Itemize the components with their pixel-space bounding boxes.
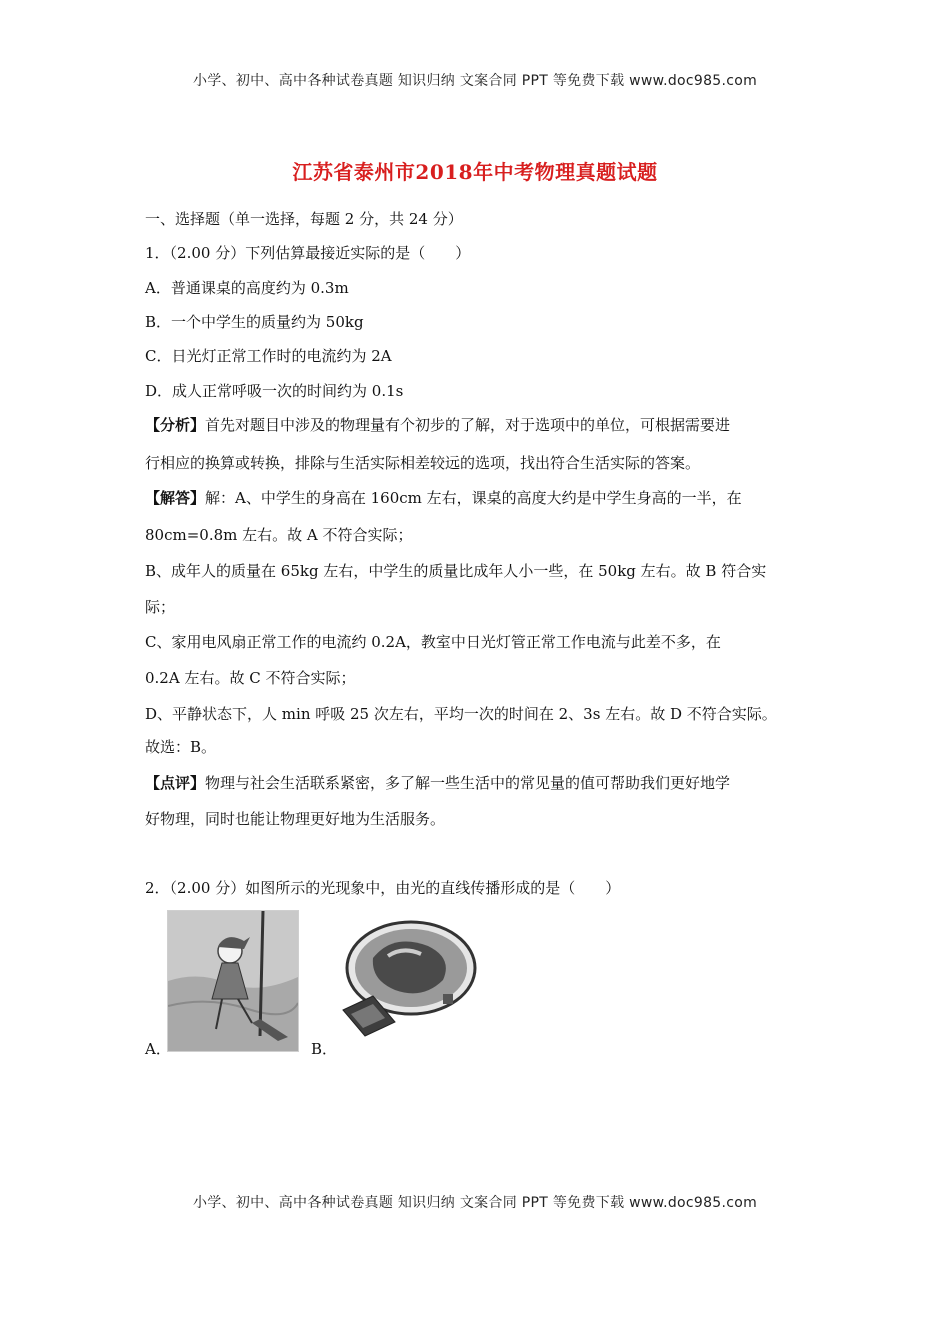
comment-tag: 【点评】 <box>145 774 206 792</box>
analysis-text-1: 首先对题目中涉及的物理量有个初步的了解，对于选项中的单位，可根据需要进 <box>205 416 731 434</box>
question-1-stem: 1．（2.00 分）下列估算最接近实际的是（ ） <box>145 244 471 262</box>
figure-a-illustration <box>168 911 298 1051</box>
document-title: 江苏省泰州市2018年中考物理真题试题 <box>292 160 658 184</box>
comment-line-2: 好物理，同时也能让物理更好地为生活服务。 <box>145 810 446 828</box>
comment-text-1: 物理与社会生活联系紧密，多了解一些生活中的常见量的值可帮助我们更好地学 <box>205 774 731 792</box>
figure-a-girl-shadow <box>167 910 299 1052</box>
solution-line-5: C、家用电风扇正常工作的电流约 0.2A，教室中日光灯管正常工作电流与此差不多，在 <box>145 633 721 651</box>
figure-a-label: A． <box>145 1040 171 1058</box>
page-header: 小学、初中、高中各种试卷真题 知识归纳 文案合同 PPT 等免费下载 www.doc985.com <box>192 73 758 89</box>
section-heading: 一、选择题（单一选择，每题 2 分，共 24 分） <box>145 210 463 228</box>
question-1-option-c: C．日光灯正常工作时的电流约为 2A <box>145 347 392 365</box>
figure-b-illustration <box>333 918 483 1043</box>
question-1-option-b: B．一个中学生的质量约为 50kg <box>145 313 364 331</box>
analysis-tag: 【分析】 <box>145 416 206 434</box>
solution-line-6: 0.2A 左右。故 C 不符合实际； <box>145 669 356 687</box>
figure-b-label: B． <box>311 1040 338 1058</box>
solution-line-3: B、成年人的质量在 65kg 左右，中学生的质量比成年人小一些，在 50kg 左右。故 B 符合实 <box>145 562 767 580</box>
analysis-line-1 <box>145 415 810 435</box>
solution-tag: 【解答】 <box>145 489 206 507</box>
solution-line-2: 80cm=0.8m 左右。故 A 不符合实际； <box>145 526 413 544</box>
solution-line-1 <box>145 488 810 508</box>
solution-line-8: 故选：B。 <box>145 738 217 756</box>
page-footer: 小学、初中、高中各种试卷真题 知识归纳 文案合同 PPT 等免费下载 www.doc985.com <box>192 1195 758 1211</box>
solution-text-1: 解：A、中学生的身高在 160cm 左右，课桌的高度大约是中学生身高的一半，在 <box>205 489 742 507</box>
question-2-stem: 2．（2.00 分）如图所示的光现象中，由光的直线传播形成的是（ ） <box>145 879 621 897</box>
analysis-line-2: 行相应的换算或转换，排除与生活实际相差较远的选项，找出符合生活实际的答案。 <box>145 454 701 472</box>
question-1-option-a: A．普通课桌的高度约为 0.3m <box>145 279 349 297</box>
solution-line-7: D、平静状态下，人 min 呼吸 25 次左右，平均一次的时间在 2、3s 左右。故 D 不符合实际。 <box>145 705 777 723</box>
comment-line-1 <box>145 773 810 793</box>
figure-b-magnifier <box>333 918 483 1043</box>
question-1-option-d: D．成人正常呼吸一次的时间约为 0.1s <box>145 382 404 400</box>
solution-line-4: 际； <box>145 598 176 616</box>
